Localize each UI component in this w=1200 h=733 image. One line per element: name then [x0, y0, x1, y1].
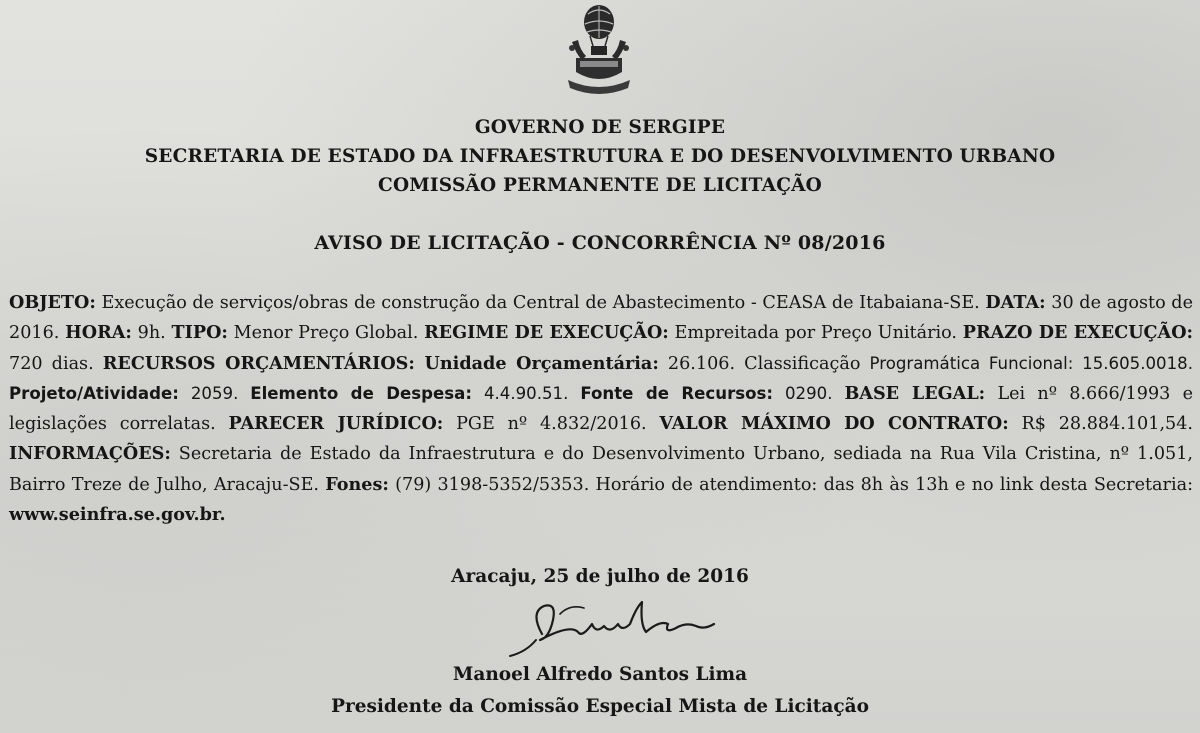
hora-label: HORA: [65, 322, 132, 344]
parecer-label: PARECER JURÍDICO: [228, 413, 444, 435]
fones-label: Fones: [325, 473, 389, 495]
state-coat-of-arms-icon [562, 2, 636, 98]
elemento-label: Elemento de Despesa: [250, 383, 473, 403]
commission-name: COMISSÃO PERMANENTE DE LICITAÇÃO [378, 175, 822, 196]
valor-label: VALOR MÁXIMO DO CONTRATO: [659, 413, 1009, 435]
programatica-text: Programática Funcional: 15.605.0018. [869, 353, 1193, 373]
recursos-label: RECURSOS ORÇAMENTÁRIOS: [102, 352, 415, 374]
data-text: 30 de agosto de 2016. [9, 293, 1193, 344]
government-name: GOVERNO DE SERGIPE [474, 117, 726, 138]
signer-role: Presidente da Comissão Especial Mista de Licitação [331, 696, 869, 717]
projeto-label: Projeto/Atividade: [9, 383, 179, 403]
tipo-text: Menor Preço Global. [227, 323, 425, 344]
hora-text: 9h. [131, 323, 172, 344]
base-legal-label: BASE LEGAL: [844, 382, 986, 404]
signing-date: Aracaju, 25 de julho de 2016 [451, 566, 749, 587]
informacoes-text: Secretaria de Estado da Infraestrutura e do Desenvolvimento Urbano, sediada na Rua Vila Cristina, nº 1.051, Bairro Treze de Julho, Aracaju-SE. [9, 444, 1193, 495]
projeto-text: 2059. [178, 383, 251, 403]
objeto-label: OBJETO: [9, 292, 96, 313]
parecer-text: PGE nº 4.832/2016. [443, 414, 660, 435]
elemento-text: 4.4.90.51. [472, 383, 581, 403]
tipo-label: TIPO: [171, 322, 228, 344]
informacoes-label: INFORMAÇÕES: [9, 443, 171, 465]
signer-name: Manoel Alfredo Santos Lima [452, 664, 748, 685]
objeto-text: Execução de serviços/obras de construção da Central de Abastecimento - CEASA de Itabaiana-SE. [95, 293, 986, 313]
fonte-text: 0290. [773, 383, 845, 403]
base-legal-text: Lei nº 8.666/1993 e legislações correlatas. [9, 383, 1193, 435]
unidade-label: Unidade Orçamentária: [414, 352, 659, 374]
prazo-label: PRAZO DE EXECUÇÃO: [962, 322, 1194, 344]
unidade-text: 26.106. Classificação [658, 353, 870, 374]
prazo-text: 720 dias. [9, 353, 103, 374]
data-label: DATA: [985, 292, 1046, 313]
regime-text: Empreitada por Preço Unitário. [668, 323, 963, 344]
secretariat-name: SECRETARIA DE ESTADO DA INFRAESTRUTURA E DO DESENVOLVIMENTO URBANO [144, 146, 1056, 167]
fones-text: (79) 3198-5352/5353. Horário de atendimento: das 8h às 13h e no link desta Secretaria: [388, 474, 1193, 495]
notice-title: AVISO DE LICITAÇÃO - CONCORRÊNCIA Nº 08/2016 [314, 232, 886, 254]
notice-body [9, 288, 1193, 530]
fonte-label: Fonte de Recursos: [580, 383, 774, 403]
valor-text: R$ 28.884.101,54. [1008, 414, 1194, 435]
regime-label: REGIME DE EXECUÇÃO: [424, 322, 669, 344]
website-link: www.seinfra.se.gov.br. [9, 504, 226, 526]
handwritten-signature [500, 594, 720, 658]
